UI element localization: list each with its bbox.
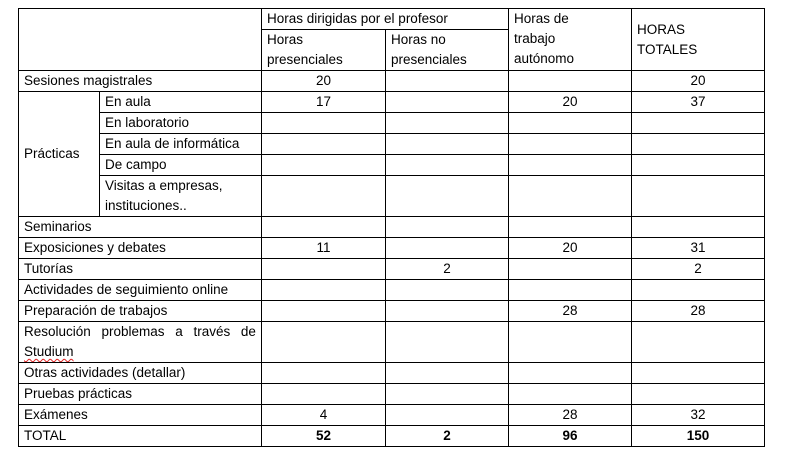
cell-autonomo xyxy=(509,217,632,238)
cell-total: 28 xyxy=(632,301,765,322)
row-label xyxy=(19,322,262,363)
cell-presenciales xyxy=(262,155,386,176)
row-label: TOTAL xyxy=(19,426,262,447)
cell-presenciales: 17 xyxy=(262,92,386,113)
cell-total xyxy=(632,384,765,405)
cell-presenciales xyxy=(262,301,386,322)
cell-total xyxy=(632,113,765,134)
cell-presenciales xyxy=(262,259,386,280)
studium-label: Studium xyxy=(24,344,74,359)
cell-no-presenciales xyxy=(386,71,509,92)
cell-total: 32 xyxy=(632,405,765,426)
word-a: a xyxy=(175,324,183,339)
row-label: Pruebas prácticas xyxy=(19,384,262,405)
cell-total xyxy=(632,280,765,301)
cell-presenciales: 4 xyxy=(262,405,386,426)
header-horas-dirigidas: Horas dirigidas por el profesor xyxy=(262,9,509,30)
header-horas-autonomo: Horas de trabajo autónomo xyxy=(509,9,632,71)
row-practicas-informatica xyxy=(19,134,765,155)
cell-autonomo xyxy=(509,134,632,155)
row-label: Otras actividades (detallar) xyxy=(19,363,262,384)
cell-autonomo xyxy=(509,155,632,176)
cell-total xyxy=(632,363,765,384)
cell-no-presenciales xyxy=(386,405,509,426)
cell-autonomo xyxy=(509,259,632,280)
row-seguimiento-online xyxy=(19,280,765,301)
cell-presenciales: 20 xyxy=(262,71,386,92)
cell-total: 37 xyxy=(632,92,765,113)
cell-autonomo: 20 xyxy=(509,238,632,259)
cell-total xyxy=(632,155,765,176)
row-examenes xyxy=(19,405,765,426)
cell-no-presenciales xyxy=(386,280,509,301)
row-label: En aula xyxy=(100,92,262,113)
cell-no-presenciales xyxy=(386,134,509,155)
cell-autonomo xyxy=(509,176,632,217)
word-de: de xyxy=(240,324,256,339)
cell-autonomo xyxy=(509,71,632,92)
row-seminarios xyxy=(19,217,765,238)
cell-presenciales xyxy=(262,176,386,217)
row-otras-actividades xyxy=(19,363,765,384)
cell-no-presenciales xyxy=(386,176,509,217)
row-label: Preparación de trabajos xyxy=(19,301,262,322)
cell-presenciales xyxy=(262,113,386,134)
header-empty-cell xyxy=(19,9,262,71)
cell-total xyxy=(632,217,765,238)
cell-no-presenciales xyxy=(386,155,509,176)
hours-distribution-table xyxy=(18,8,765,447)
cell-no-presenciales: 2 xyxy=(386,259,509,280)
cell-total: 150 xyxy=(632,426,765,447)
cell-no-presenciales xyxy=(386,322,509,363)
cell-autonomo: 28 xyxy=(509,301,632,322)
word-problemas: problemas xyxy=(101,324,165,339)
cell-no-presenciales xyxy=(386,92,509,113)
row-practicas-en-aula xyxy=(19,92,765,113)
row-label: De campo xyxy=(100,155,262,176)
cell-presenciales xyxy=(262,280,386,301)
row-label: En laboratorio xyxy=(100,113,262,134)
cell-presenciales xyxy=(262,384,386,405)
cell-autonomo: 20 xyxy=(509,92,632,113)
cell-total xyxy=(632,322,765,363)
row-label: Sesiones magistrales xyxy=(19,71,262,92)
hours-table-container xyxy=(18,8,765,447)
row-resolucion-problemas xyxy=(19,322,765,363)
cell-presenciales: 52 xyxy=(262,426,386,447)
cell-autonomo xyxy=(509,113,632,134)
row-exposiciones xyxy=(19,238,765,259)
row-label: En aula de informática xyxy=(100,134,262,155)
cell-autonomo: 28 xyxy=(509,405,632,426)
cell-autonomo: 96 xyxy=(509,426,632,447)
cell-autonomo xyxy=(509,322,632,363)
header-row-1 xyxy=(19,9,765,30)
cell-no-presenciales xyxy=(386,217,509,238)
cell-presenciales: 11 xyxy=(262,238,386,259)
justified-label-line xyxy=(24,322,256,342)
row-label: Visitas a empresas, instituciones.. xyxy=(100,176,262,217)
cell-total xyxy=(632,176,765,217)
row-sesiones-magistrales xyxy=(19,71,765,92)
row-label: Exámenes xyxy=(19,405,262,426)
cell-total xyxy=(632,134,765,155)
cell-total: 31 xyxy=(632,238,765,259)
cell-total: 2 xyxy=(632,259,765,280)
row-label: Actividades de seguimiento online xyxy=(19,280,262,301)
row-label: Exposiciones y debates xyxy=(19,238,262,259)
row-pruebas-practicas xyxy=(19,384,765,405)
cell-presenciales xyxy=(262,134,386,155)
cell-no-presenciales xyxy=(386,238,509,259)
row-practicas-campo xyxy=(19,155,765,176)
word-resolucion: Resolución xyxy=(24,324,91,339)
cell-no-presenciales: 2 xyxy=(386,426,509,447)
header-horas-totales: HORAS TOTALES xyxy=(632,9,765,71)
row-practicas-visitas xyxy=(19,176,765,217)
cell-presenciales xyxy=(262,322,386,363)
row-label: Tutorías xyxy=(19,259,262,280)
cell-autonomo xyxy=(509,384,632,405)
practicas-group-label: Prácticas xyxy=(19,92,100,217)
cell-presenciales xyxy=(262,217,386,238)
row-tutorias xyxy=(19,259,765,280)
cell-no-presenciales xyxy=(386,113,509,134)
header-horas-no-presenciales: Horas no presenciales xyxy=(386,30,509,71)
row-preparacion-trabajos xyxy=(19,301,765,322)
cell-total: 20 xyxy=(632,71,765,92)
cell-presenciales xyxy=(262,363,386,384)
word-traves: través xyxy=(193,324,231,339)
cell-autonomo xyxy=(509,280,632,301)
header-horas-presenciales: Horas presenciales xyxy=(262,30,386,71)
cell-autonomo xyxy=(509,363,632,384)
cell-no-presenciales xyxy=(386,384,509,405)
row-label: Seminarios xyxy=(19,217,262,238)
cell-no-presenciales xyxy=(386,301,509,322)
cell-no-presenciales xyxy=(386,363,509,384)
row-practicas-laboratorio xyxy=(19,113,765,134)
row-total xyxy=(19,426,765,447)
